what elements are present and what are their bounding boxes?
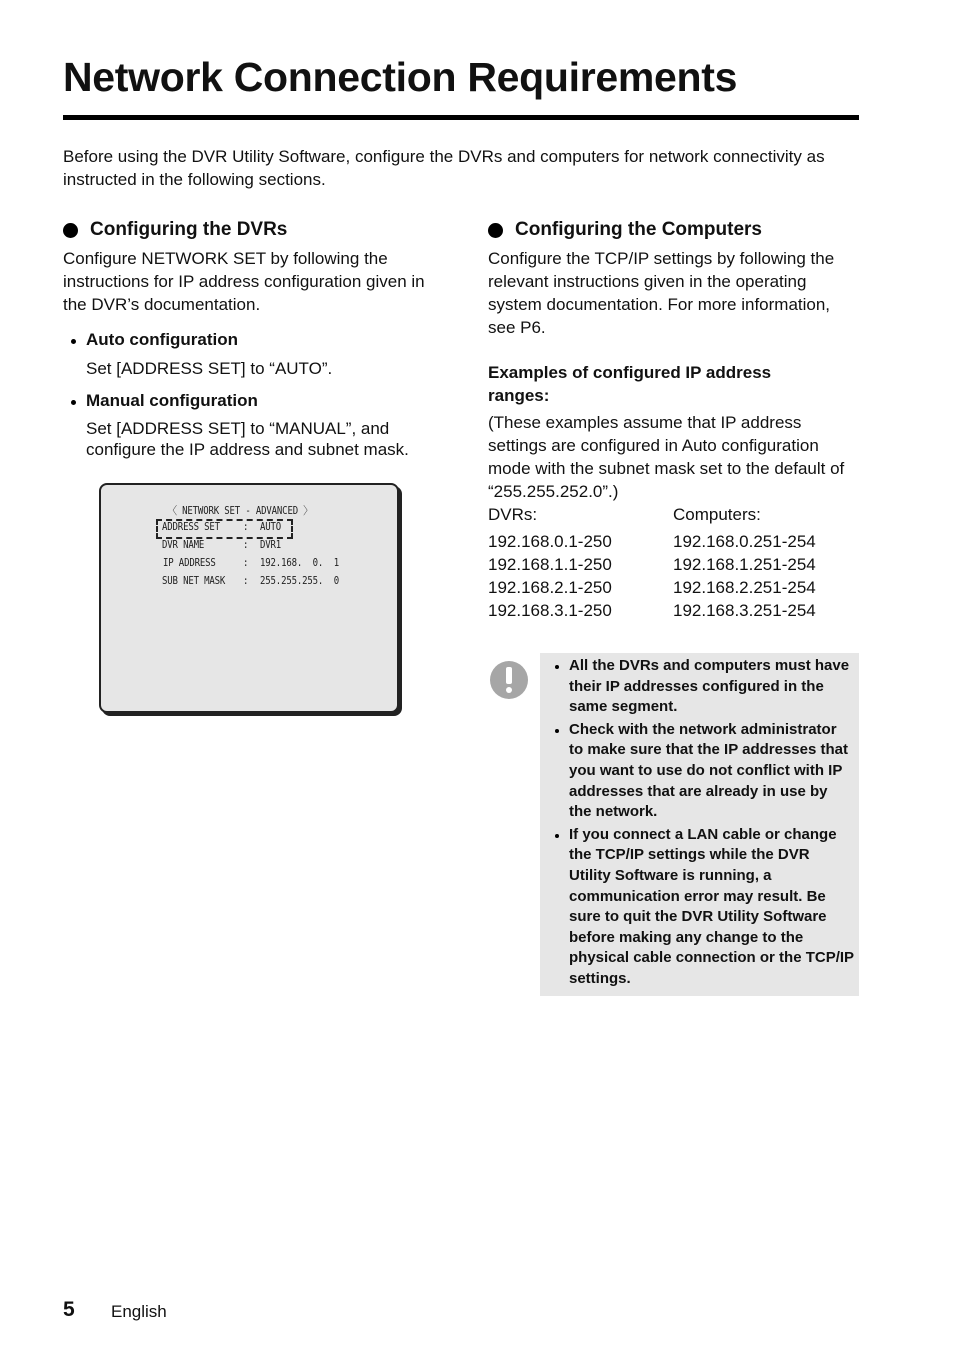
screen-row-value: 192.168. 0. 1 — [260, 556, 340, 569]
dvr-section-body: Configure NETWORK SET by following the instructions for IP address configuration given in the DVR’s documentation. — [63, 249, 425, 314]
caution-icon — [490, 661, 528, 699]
auto-config-heading — [86, 330, 238, 350]
auto-config-text: Set [ADDRESS SET] to “AUTO”. — [86, 359, 333, 378]
dvr-range: 192.168.1.1-250 — [488, 555, 612, 574]
language-label: English — [111, 1302, 167, 1321]
screen-row-sep: : — [243, 556, 249, 569]
screen-row-label: SUB NET MASK — [162, 574, 226, 587]
title-divider — [63, 115, 859, 120]
bullet-icon — [63, 223, 78, 238]
computers-section-heading — [488, 219, 762, 241]
bullet-icon — [71, 400, 76, 405]
screen-row-value: DVR1 — [260, 538, 282, 551]
dvr-section-heading-text: Configuring the DVRs — [90, 219, 288, 240]
computers-section-heading-text: Configuring the Computers — [515, 219, 762, 240]
dvrs-column-header: DVRs: — [488, 505, 538, 524]
bullet-icon — [71, 339, 76, 344]
examples-heading: Examples of configured IP address ranges: — [488, 363, 772, 405]
manual-config-label: Manual configuration — [86, 391, 258, 410]
page-title: Network Connection Requirements — [63, 54, 738, 100]
dvr-range: 192.168.3.1-250 — [488, 601, 612, 620]
screen-row-label: IP ADDRESS — [163, 556, 216, 569]
screen-row-label: DVR NAME — [162, 538, 205, 551]
dvr-section-heading — [63, 219, 287, 241]
screen-row-value: 255.255.255. 0 — [260, 574, 340, 587]
computers-column-header: Computers: — [673, 505, 761, 524]
examples-note: (These examples assume that IP address settings are configured in Auto configuration mode with the subnet mask set to the default of “255.255.252.0”.) — [488, 413, 845, 501]
auto-config-label: Auto configuration — [86, 330, 239, 349]
computer-range: 192.168.2.251-254 — [673, 578, 816, 597]
caution-note-item: All the DVRs and computers must have their IP addresses configured in the same segment. — [569, 656, 854, 718]
screen-row-sep: : — [243, 538, 249, 551]
screen-row-value: AUTO — [260, 520, 282, 533]
computers-section-body: Configure the TCP/IP settings by following the relevant instructions given in the operating system documentation. For more information, see P6. — [488, 249, 835, 337]
caution-note-item: Check with the network administrator to make sure that the IP addresses that you want to use do not conflict with IP addresses that are already in use by the network. — [569, 720, 854, 823]
manual-config-text: Set [ADDRESS SET] to “MANUAL”, and configure the IP address and subnet mask. — [86, 419, 409, 459]
caution-notes — [569, 656, 854, 992]
screen-row-sep: : — [243, 520, 249, 533]
caution-note-item: If you connect a LAN cable or change the TCP/IP settings while the DVR Utility Software is running, a communication error may result. Be sure to quit the DVR Utility Software before making any change to the physical cable connection or the TCP/IP settings. — [569, 825, 854, 990]
intro-text: Before using the DVR Utility Software, configure the DVRs and computers for network connectivity as instructed in the following sections. — [63, 147, 825, 189]
bullet-icon — [488, 223, 503, 238]
computer-range: 192.168.0.251-254 — [673, 532, 816, 551]
screen-title: 〈 NETWORK SET - ADVANCED 〉 — [168, 504, 313, 517]
screen-row-label: ADDRESS SET — [162, 520, 220, 533]
dvr-range: 192.168.2.1-250 — [488, 578, 612, 597]
computer-range: 192.168.3.251-254 — [673, 601, 816, 620]
computer-range: 192.168.1.251-254 — [673, 555, 816, 574]
dvr-range: 192.168.0.1-250 — [488, 532, 612, 551]
manual-config-heading — [86, 391, 258, 411]
page-number: 5 — [63, 1298, 75, 1321]
screen-row-sep: : — [243, 574, 249, 587]
